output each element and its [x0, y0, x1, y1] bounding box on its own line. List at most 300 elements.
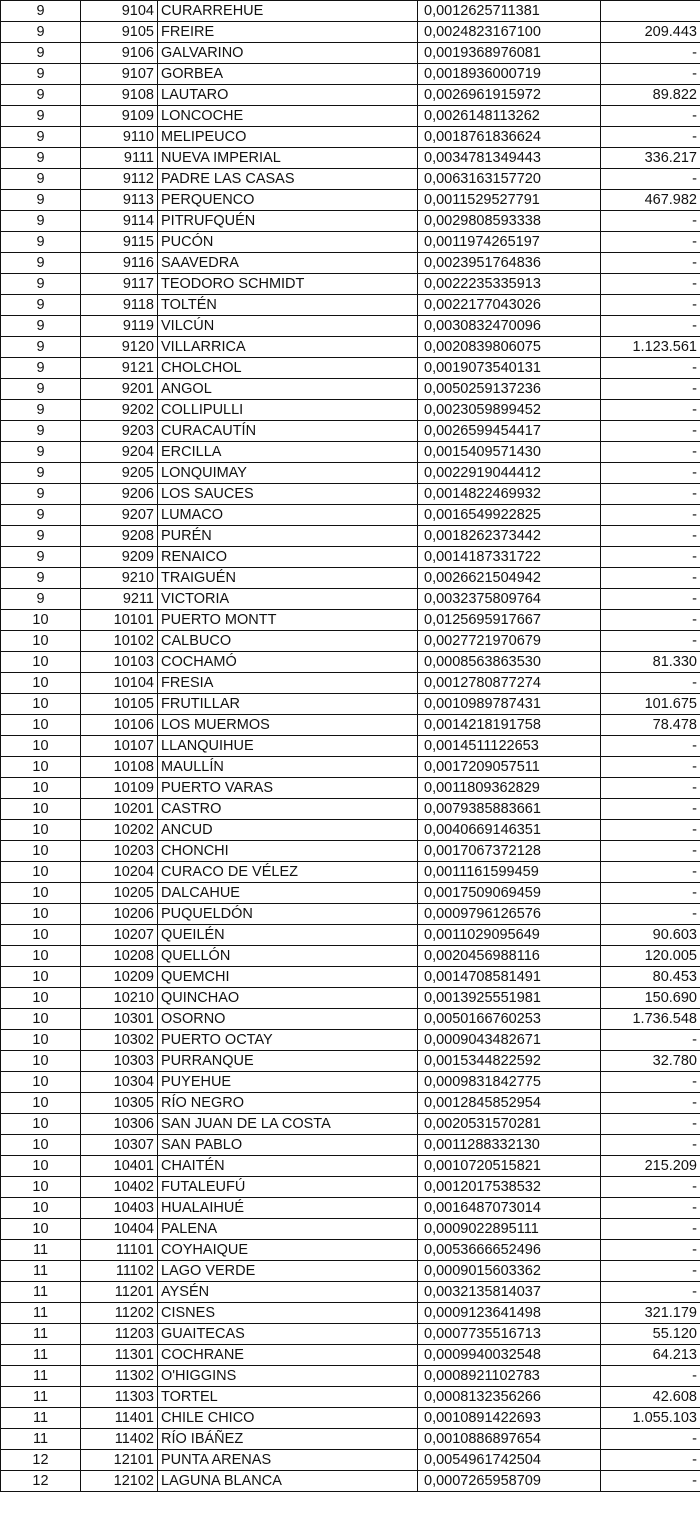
- table-row: [1, 463, 700, 484]
- table-row: [1, 673, 700, 694]
- amount-cell: 90.603: [601, 925, 700, 946]
- commune-code-cell: 9107: [81, 64, 158, 85]
- region-cell: 9: [1, 169, 81, 190]
- commune-name-cell: PUERTO OCTAY: [158, 1030, 418, 1051]
- commune-name-cell: FUTALEUFÚ: [158, 1177, 418, 1198]
- commune-name-cell: PALENA: [158, 1219, 418, 1240]
- table-row: [1, 22, 700, 43]
- table-row: [1, 988, 700, 1009]
- commune-code-cell: 11201: [81, 1282, 158, 1303]
- commune-name-cell: CHILE CHICO: [158, 1408, 418, 1429]
- coefficient-cell: 0,0012780877274: [418, 673, 601, 694]
- region-cell: 9: [1, 211, 81, 232]
- region-cell: 10: [1, 694, 81, 715]
- table-row: [1, 631, 700, 652]
- amount-cell: -: [601, 253, 700, 274]
- table-row: [1, 925, 700, 946]
- region-cell: 10: [1, 778, 81, 799]
- amount-cell: 1.055.103: [601, 1408, 700, 1429]
- commune-code-cell: 11301: [81, 1345, 158, 1366]
- commune-code-cell: 9108: [81, 85, 158, 106]
- table-row: [1, 862, 700, 883]
- commune-code-cell: 12101: [81, 1450, 158, 1471]
- region-cell: 9: [1, 253, 81, 274]
- commune-code-cell: 10105: [81, 694, 158, 715]
- region-cell: 9: [1, 337, 81, 358]
- commune-code-cell: 9205: [81, 463, 158, 484]
- region-cell: 9: [1, 43, 81, 64]
- amount-cell: -: [601, 463, 700, 484]
- commune-code-cell: 9210: [81, 568, 158, 589]
- coefficient-cell: 0,0011529527791: [418, 190, 601, 211]
- region-cell: 10: [1, 1093, 81, 1114]
- amount-cell: -: [601, 1261, 700, 1282]
- amount-cell: 209.443: [601, 22, 700, 43]
- coefficient-cell: 0,0009796126576: [418, 904, 601, 925]
- commune-code-cell: 11302: [81, 1366, 158, 1387]
- commune-name-cell: SAAVEDRA: [158, 253, 418, 274]
- commune-name-cell: VICTORIA: [158, 589, 418, 610]
- coefficient-cell: 0,0012017538532: [418, 1177, 601, 1198]
- coefficient-cell: 0,0011161599459: [418, 862, 601, 883]
- table-row: [1, 526, 700, 547]
- region-cell: 11: [1, 1324, 81, 1345]
- coefficient-cell: 0,0017209057511: [418, 757, 601, 778]
- commune-name-cell: LAGUNA BLANCA: [158, 1471, 418, 1492]
- amount-cell: 467.982: [601, 190, 700, 211]
- table-row: [1, 85, 700, 106]
- commune-name-cell: MAULLÍN: [158, 757, 418, 778]
- table-row: [1, 904, 700, 925]
- table-row: [1, 694, 700, 715]
- amount-cell: 89.822: [601, 85, 700, 106]
- table-row: [1, 43, 700, 64]
- commune-name-cell: PURÉN: [158, 526, 418, 547]
- commune-name-cell: LONCOCHE: [158, 106, 418, 127]
- region-cell: 10: [1, 757, 81, 778]
- coefficient-cell: 0,0029808593338: [418, 211, 601, 232]
- region-cell: 10: [1, 610, 81, 631]
- coefficient-cell: 0,0016549922825: [418, 505, 601, 526]
- commune-code-cell: 10109: [81, 778, 158, 799]
- commune-code-cell: 9113: [81, 190, 158, 211]
- commune-name-cell: QUEMCHI: [158, 967, 418, 988]
- commune-code-cell: 9204: [81, 442, 158, 463]
- coefficient-cell: 0,0008132356266: [418, 1387, 601, 1408]
- amount-cell: -: [601, 904, 700, 925]
- commune-name-cell: GORBEA: [158, 64, 418, 85]
- table-row: [1, 400, 700, 421]
- commune-code-cell: 10204: [81, 862, 158, 883]
- commune-name-cell: ANGOL: [158, 379, 418, 400]
- coefficient-cell: 0,0063163157720: [418, 169, 601, 190]
- coefficient-cell: 0,0009022895111: [418, 1219, 601, 1240]
- region-cell: 9: [1, 232, 81, 253]
- table-row: [1, 295, 700, 316]
- region-cell: 10: [1, 1177, 81, 1198]
- table-row: [1, 211, 700, 232]
- commune-code-cell: 10106: [81, 715, 158, 736]
- region-cell: 9: [1, 526, 81, 547]
- coefficient-cell: 0,0007735516713: [418, 1324, 601, 1345]
- commune-name-cell: CURARREHUE: [158, 1, 418, 22]
- amount-cell: -: [601, 526, 700, 547]
- coefficient-cell: 0,0014708581491: [418, 967, 601, 988]
- commune-name-cell: RÍO IBÁÑEZ: [158, 1429, 418, 1450]
- coefficient-cell: 0,0022919044412: [418, 463, 601, 484]
- region-cell: 10: [1, 967, 81, 988]
- region-cell: 11: [1, 1408, 81, 1429]
- amount-cell: -: [601, 106, 700, 127]
- commune-name-cell: LONQUIMAY: [158, 463, 418, 484]
- table-row: [1, 1324, 700, 1345]
- table-row: [1, 1198, 700, 1219]
- commune-name-cell: RÍO NEGRO: [158, 1093, 418, 1114]
- commune-name-cell: VILLARRICA: [158, 337, 418, 358]
- coefficient-cell: 0,0030832470096: [418, 316, 601, 337]
- coefficient-cell: 0,0009123641498: [418, 1303, 601, 1324]
- amount-cell: -: [601, 484, 700, 505]
- region-cell: 9: [1, 547, 81, 568]
- commune-code-cell: 10401: [81, 1156, 158, 1177]
- commune-name-cell: PURRANQUE: [158, 1051, 418, 1072]
- amount-cell: -: [601, 316, 700, 337]
- coefficient-cell: 0,0010891422693: [418, 1408, 601, 1429]
- table-row: [1, 442, 700, 463]
- table-row: [1, 778, 700, 799]
- coefficient-cell: 0,0020839806075: [418, 337, 601, 358]
- coefficient-cell: 0,0014822469932: [418, 484, 601, 505]
- amount-cell: -: [601, 673, 700, 694]
- region-cell: 9: [1, 589, 81, 610]
- region-cell: 10: [1, 1009, 81, 1030]
- commune-name-cell: RENAICO: [158, 547, 418, 568]
- amount-cell: -: [601, 736, 700, 757]
- commune-code-cell: 11203: [81, 1324, 158, 1345]
- commune-name-cell: PUYEHUE: [158, 1072, 418, 1093]
- table-row: [1, 1387, 700, 1408]
- coefficient-cell: 0,0014218191758: [418, 715, 601, 736]
- commune-code-cell: 10306: [81, 1114, 158, 1135]
- region-cell: 11: [1, 1261, 81, 1282]
- amount-cell: -: [601, 1366, 700, 1387]
- coefficient-cell: 0,0013925551981: [418, 988, 601, 1009]
- coefficient-cell: 0,0018761836624: [418, 127, 601, 148]
- commune-code-cell: 12102: [81, 1471, 158, 1492]
- coefficient-cell: 0,0014187331722: [418, 547, 601, 568]
- region-cell: 11: [1, 1282, 81, 1303]
- region-cell: 10: [1, 715, 81, 736]
- region-cell: 12: [1, 1450, 81, 1471]
- region-cell: 10: [1, 1051, 81, 1072]
- coefficient-cell: 0,0012845852954: [418, 1093, 601, 1114]
- amount-cell: 1.736.548: [601, 1009, 700, 1030]
- commune-code-cell: 10301: [81, 1009, 158, 1030]
- table-row: [1, 1429, 700, 1450]
- commune-code-cell: 10102: [81, 631, 158, 652]
- amount-cell: -: [601, 610, 700, 631]
- table-row: [1, 820, 700, 841]
- coefficient-cell: 0,0019073540131: [418, 358, 601, 379]
- region-cell: 10: [1, 946, 81, 967]
- commune-name-cell: HUALAIHUÉ: [158, 1198, 418, 1219]
- amount-cell: -: [601, 169, 700, 190]
- commune-name-cell: MELIPEUCO: [158, 127, 418, 148]
- commune-code-cell: 11102: [81, 1261, 158, 1282]
- commune-name-cell: GALVARINO: [158, 43, 418, 64]
- coefficient-cell: 0,0009015603362: [418, 1261, 601, 1282]
- region-cell: 9: [1, 421, 81, 442]
- table-row: [1, 610, 700, 631]
- coefficient-cell: 0,0008921102783: [418, 1366, 601, 1387]
- commune-code-cell: 10108: [81, 757, 158, 778]
- amount-cell: -: [601, 568, 700, 589]
- table-row: [1, 169, 700, 190]
- region-cell: 10: [1, 862, 81, 883]
- amount-cell: -: [601, 1282, 700, 1303]
- table-row: [1, 547, 700, 568]
- amount-cell: -: [601, 1072, 700, 1093]
- amount-cell: [601, 1, 700, 22]
- coefficient-cell: 0,0016487073014: [418, 1198, 601, 1219]
- commune-code-cell: 10205: [81, 883, 158, 904]
- amount-cell: -: [601, 883, 700, 904]
- region-cell: 10: [1, 883, 81, 904]
- region-cell: 9: [1, 127, 81, 148]
- commune-name-cell: LAGO VERDE: [158, 1261, 418, 1282]
- commune-code-cell: 11202: [81, 1303, 158, 1324]
- table-row: [1, 274, 700, 295]
- region-cell: 10: [1, 1135, 81, 1156]
- commune-name-cell: TRAIGUÉN: [158, 568, 418, 589]
- table-row: [1, 736, 700, 757]
- commune-name-cell: FREIRE: [158, 22, 418, 43]
- commune-name-cell: CHAITÉN: [158, 1156, 418, 1177]
- amount-cell: 55.120: [601, 1324, 700, 1345]
- commune-code-cell: 9203: [81, 421, 158, 442]
- region-cell: 9: [1, 148, 81, 169]
- amount-cell: -: [601, 862, 700, 883]
- coefficient-cell: 0,0032375809764: [418, 589, 601, 610]
- amount-cell: -: [601, 127, 700, 148]
- table-row: [1, 568, 700, 589]
- commune-code-cell: 9115: [81, 232, 158, 253]
- commune-code-cell: 9105: [81, 22, 158, 43]
- commune-code-cell: 10302: [81, 1030, 158, 1051]
- region-cell: 11: [1, 1387, 81, 1408]
- amount-cell: -: [601, 379, 700, 400]
- region-cell: 11: [1, 1345, 81, 1366]
- amount-cell: -: [601, 1177, 700, 1198]
- region-cell: 9: [1, 463, 81, 484]
- table-row: [1, 1135, 700, 1156]
- amount-cell: -: [601, 778, 700, 799]
- region-cell: 9: [1, 295, 81, 316]
- table-row: [1, 127, 700, 148]
- region-cell: 9: [1, 106, 81, 127]
- commune-code-cell: 9118: [81, 295, 158, 316]
- region-cell: 10: [1, 820, 81, 841]
- amount-cell: -: [601, 400, 700, 421]
- coefficient-cell: 0,0018936000719: [418, 64, 601, 85]
- region-cell: 10: [1, 1030, 81, 1051]
- commune-name-cell: CURACAUTÍN: [158, 421, 418, 442]
- table-row: [1, 652, 700, 673]
- region-cell: 9: [1, 505, 81, 526]
- table-row: [1, 316, 700, 337]
- commune-name-cell: FRESIA: [158, 673, 418, 694]
- coefficient-cell: 0,0050166760253: [418, 1009, 601, 1030]
- coefficient-cell: 0,0023951764836: [418, 253, 601, 274]
- coefficient-cell: 0,0023059899452: [418, 400, 601, 421]
- coefficient-cell: 0,0010989787431: [418, 694, 601, 715]
- table-row: [1, 421, 700, 442]
- commune-name-cell: COCHAMÓ: [158, 652, 418, 673]
- amount-cell: -: [601, 1429, 700, 1450]
- commune-code-cell: 10209: [81, 967, 158, 988]
- commune-code-cell: 10402: [81, 1177, 158, 1198]
- coefficient-cell: 0,0026148113262: [418, 106, 601, 127]
- commune-code-cell: 11303: [81, 1387, 158, 1408]
- commune-name-cell: OSORNO: [158, 1009, 418, 1030]
- coefficient-cell: 0,0009043482671: [418, 1030, 601, 1051]
- amount-cell: -: [601, 547, 700, 568]
- amount-cell: 150.690: [601, 988, 700, 1009]
- commune-code-cell: 9120: [81, 337, 158, 358]
- coefficient-cell: 0,0009831842775: [418, 1072, 601, 1093]
- region-cell: 9: [1, 64, 81, 85]
- amount-cell: -: [601, 1219, 700, 1240]
- amount-cell: -: [601, 841, 700, 862]
- table-row: [1, 715, 700, 736]
- region-cell: 9: [1, 442, 81, 463]
- commune-name-cell: AYSÉN: [158, 1282, 418, 1303]
- table-row: [1, 379, 700, 400]
- region-cell: 9: [1, 190, 81, 211]
- commune-code-cell: 10202: [81, 820, 158, 841]
- commune-name-cell: PUNTA ARENAS: [158, 1450, 418, 1471]
- amount-cell: 42.608: [601, 1387, 700, 1408]
- commune-name-cell: ANCUD: [158, 820, 418, 841]
- commune-code-cell: 10201: [81, 799, 158, 820]
- commune-code-cell: 10104: [81, 673, 158, 694]
- amount-cell: 1.123.561: [601, 337, 700, 358]
- table-row: [1, 589, 700, 610]
- amount-cell: -: [601, 1093, 700, 1114]
- coefficient-cell: 0,0009940032548: [418, 1345, 601, 1366]
- table-row: [1, 1303, 700, 1324]
- table-row: [1, 841, 700, 862]
- region-cell: 12: [1, 1471, 81, 1492]
- table-row: [1, 1072, 700, 1093]
- commune-name-cell: CHOLCHOL: [158, 358, 418, 379]
- commune-name-cell: LOS MUERMOS: [158, 715, 418, 736]
- amount-cell: -: [601, 1240, 700, 1261]
- amount-cell: -: [601, 442, 700, 463]
- commune-name-cell: LLANQUIHUE: [158, 736, 418, 757]
- coefficient-cell: 0,0017067372128: [418, 841, 601, 862]
- coefficient-cell: 0,0040669146351: [418, 820, 601, 841]
- amount-cell: -: [601, 1198, 700, 1219]
- amount-cell: 120.005: [601, 946, 700, 967]
- commune-code-cell: 11101: [81, 1240, 158, 1261]
- commune-name-cell: PITRUFQUÉN: [158, 211, 418, 232]
- amount-cell: 336.217: [601, 148, 700, 169]
- region-cell: 9: [1, 358, 81, 379]
- amount-cell: -: [601, 820, 700, 841]
- commune-name-cell: GUAITECAS: [158, 1324, 418, 1345]
- commune-code-cell: 10206: [81, 904, 158, 925]
- commune-name-cell: NUEVA IMPERIAL: [158, 148, 418, 169]
- coefficient-cell: 0,0019368976081: [418, 43, 601, 64]
- commune-code-cell: 9209: [81, 547, 158, 568]
- amount-cell: -: [601, 232, 700, 253]
- coefficient-cell: 0,0011809362829: [418, 778, 601, 799]
- coefficient-cell: 0,0026621504942: [418, 568, 601, 589]
- coefficient-cell: 0,0027721970679: [418, 631, 601, 652]
- table-row: [1, 1030, 700, 1051]
- table-row: [1, 1219, 700, 1240]
- region-cell: 10: [1, 1114, 81, 1135]
- table-row: [1, 1156, 700, 1177]
- commune-name-cell: O'HIGGINS: [158, 1366, 418, 1387]
- amount-cell: -: [601, 1114, 700, 1135]
- commune-code-cell: 9104: [81, 1, 158, 22]
- amount-cell: -: [601, 274, 700, 295]
- coefficient-cell: 0,0054961742504: [418, 1450, 601, 1471]
- table-row: [1, 1345, 700, 1366]
- commune-code-cell: 9116: [81, 253, 158, 274]
- coefficient-cell: 0,0017509069459: [418, 883, 601, 904]
- amount-cell: 101.675: [601, 694, 700, 715]
- coefficient-cell: 0,0011288332130: [418, 1135, 601, 1156]
- amount-cell: -: [601, 421, 700, 442]
- table-row: [1, 337, 700, 358]
- coefficient-cell: 0,0018262373442: [418, 526, 601, 547]
- amount-cell: 64.213: [601, 1345, 700, 1366]
- coefficient-cell: 0,0022177043026: [418, 295, 601, 316]
- amount-cell: -: [601, 43, 700, 64]
- amount-cell: 78.478: [601, 715, 700, 736]
- table-row: [1, 1009, 700, 1030]
- commune-name-cell: PUCÓN: [158, 232, 418, 253]
- commune-name-cell: PUERTO MONTT: [158, 610, 418, 631]
- table-row: [1, 1240, 700, 1261]
- commune-name-cell: CHONCHI: [158, 841, 418, 862]
- commune-name-cell: PUQUELDÓN: [158, 904, 418, 925]
- table-row: [1, 883, 700, 904]
- commune-name-cell: CURACO DE VÉLEZ: [158, 862, 418, 883]
- table-row: [1, 946, 700, 967]
- amount-cell: -: [601, 358, 700, 379]
- commune-code-cell: 10107: [81, 736, 158, 757]
- coefficient-cell: 0,0010720515821: [418, 1156, 601, 1177]
- amount-cell: -: [601, 295, 700, 316]
- table-row: [1, 253, 700, 274]
- region-cell: 9: [1, 400, 81, 421]
- coefficient-cell: 0,0020456988116: [418, 946, 601, 967]
- region-cell: 11: [1, 1429, 81, 1450]
- commune-code-cell: 10307: [81, 1135, 158, 1156]
- commune-name-cell: TORTEL: [158, 1387, 418, 1408]
- table-row: [1, 1471, 700, 1492]
- commune-code-cell: 9202: [81, 400, 158, 421]
- commune-code-cell: 9201: [81, 379, 158, 400]
- commune-code-cell: 11402: [81, 1429, 158, 1450]
- commune-name-cell: QUELLÓN: [158, 946, 418, 967]
- commune-name-cell: CALBUCO: [158, 631, 418, 652]
- commune-code-cell: 9121: [81, 358, 158, 379]
